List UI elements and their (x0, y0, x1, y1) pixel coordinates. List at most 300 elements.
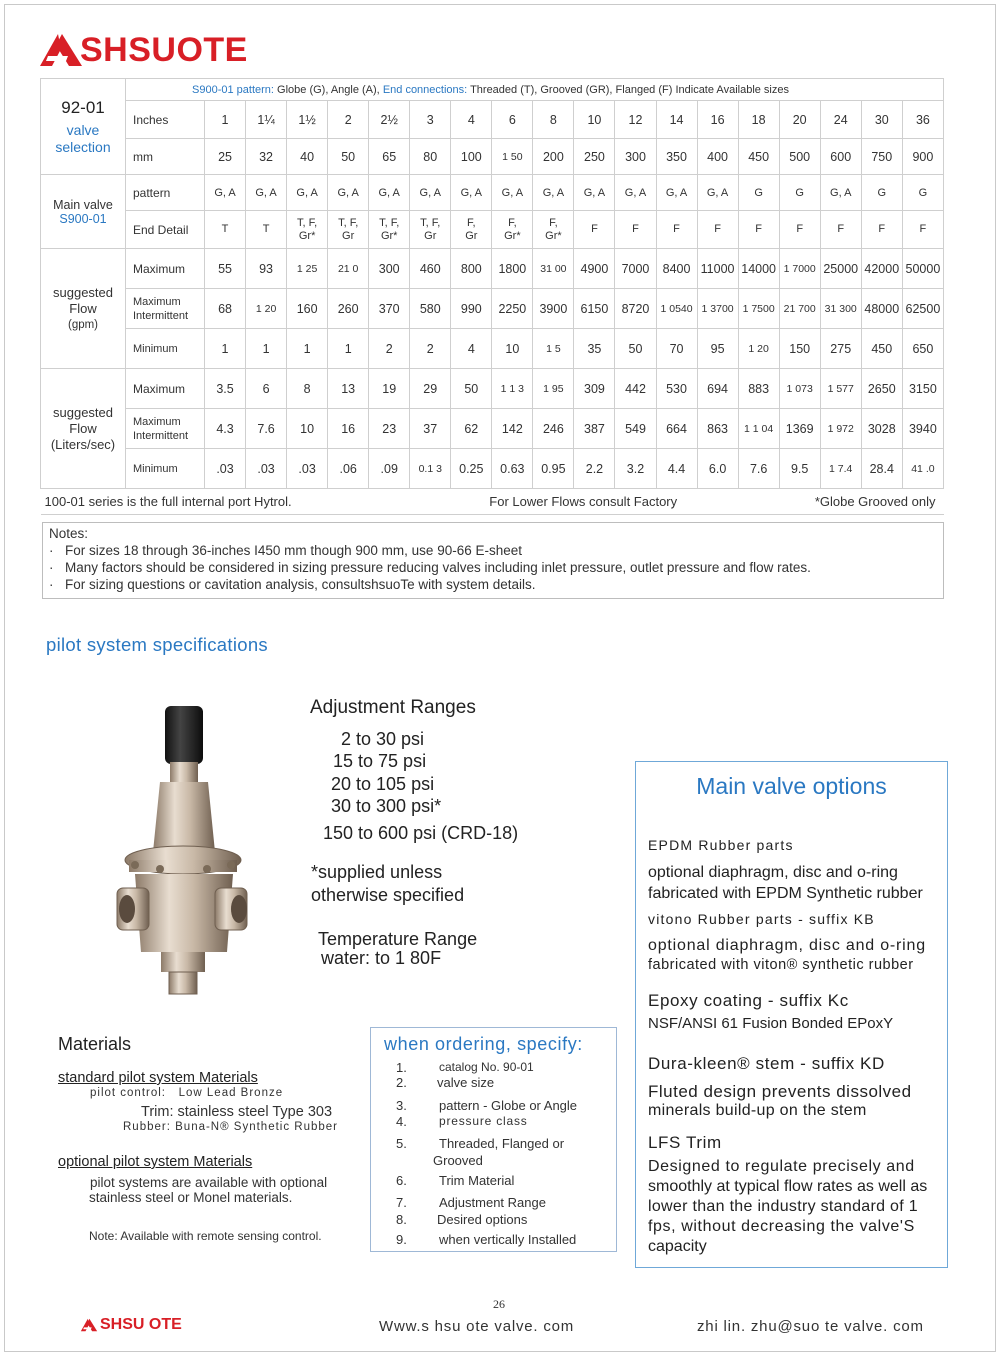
minimum-cell: 28.4 (861, 449, 902, 489)
maximum-cell: 3150 (902, 369, 943, 409)
pattern-cell: G, A (492, 175, 533, 211)
mm-cell: 300 (615, 139, 656, 175)
minimum-cell: 275 (820, 329, 861, 369)
end-detail-cell (902, 211, 943, 249)
pattern-cell: G (861, 175, 902, 211)
viton-heading: vitono Rubber parts - suffix KB (648, 911, 875, 927)
maximum-cell: 14000 (738, 249, 779, 289)
group-label-line: (Liters/sec) (50, 436, 116, 452)
label-line: Intermittent (133, 429, 189, 442)
maximum-cell: 883 (738, 369, 779, 409)
maximum-intermittent-cell: 7.6 (246, 409, 287, 449)
label-line: Maximum (133, 415, 181, 428)
maximum-intermittent-cell: 68 (205, 289, 246, 329)
mm-cell: 750 (861, 139, 902, 175)
footer-website-link[interactable]: Www.s hsu ote valve. com (379, 1318, 575, 1335)
ordering-item-text: Trim Material (439, 1173, 515, 1188)
footer-logo-text: SHSU OTE (100, 1316, 182, 1333)
main-valve-cell (41, 175, 126, 249)
model-number: 92-01 (61, 97, 105, 117)
end-detail-line: Gr (465, 229, 478, 242)
minimum-cell: 0.25 (451, 449, 492, 489)
table-row-gpm-min (41, 329, 944, 369)
maximum-intermittent-cell: 863 (697, 409, 738, 449)
footer-logo (80, 1316, 182, 1334)
group-label-line: Flow (69, 420, 97, 436)
maximum-cell: 8400 (656, 249, 697, 289)
minimum-cell: .06 (328, 449, 369, 489)
maximum-intermittent-cell: 580 (410, 289, 451, 329)
lps-group-label (41, 369, 126, 489)
maximum-cell: 42000 (861, 249, 902, 289)
ordering-item-text: Grooved (433, 1153, 483, 1168)
range-item: 30 to 300 psi* (331, 796, 442, 816)
end-detail-line: F (591, 223, 598, 235)
inches-cell: 2½ (369, 101, 410, 139)
maximum-intermittent-cell: 4.3 (205, 409, 246, 449)
minimum-cell: 4 (451, 329, 492, 369)
ordering-item-number: 4. (396, 1114, 407, 1129)
minimum-cell: 1 20 (738, 329, 779, 369)
end-detail-line: T (262, 223, 270, 235)
minimum-cell: 6.0 (697, 449, 738, 489)
pattern-cell: G, A (451, 175, 492, 211)
inches-cell: 8 (533, 101, 574, 139)
pattern-cell: G, A (246, 175, 287, 211)
maximum-cell: 50 (451, 369, 492, 409)
end-detail-cell (328, 211, 369, 249)
pilot-control-value: Low Lead Bronze (178, 1087, 284, 1099)
end-detail-line: F (714, 223, 721, 235)
maximum-intermittent-cell: 2250 (492, 289, 533, 329)
end-detail-line: F (632, 223, 639, 235)
materials-title: Materials (58, 1034, 132, 1054)
end-detail-cell (820, 211, 861, 249)
label-line: Intermittent (133, 309, 189, 322)
end-detail-line: F, (467, 216, 476, 229)
epoxy-line: NSF/ANSI 61 Fusion Bonded EPoxY (648, 1015, 894, 1032)
note-text: Many factors should be considered in sizing pressure reducing valves including inlet pressure, outlet pressure and flow rates. (65, 560, 811, 575)
standard-materials-title: standard pilot system Materials (58, 1070, 258, 1086)
pattern-cell: G, A (574, 175, 615, 211)
maximum-intermittent-cell: 1 972 (820, 409, 861, 449)
note-text: For sizes 18 through 36-inches I450 mm though 900 mm, use 90-66 E-sheet (65, 543, 522, 558)
maximum-cell: 6 (246, 369, 287, 409)
dura-kleen-line: Fluted design prevents dissolved (648, 1082, 912, 1101)
inches-cell: 20 (779, 101, 820, 139)
epdm-line: optional diaphragm, disc and o-ring (648, 864, 898, 881)
maximum-cell: 300 (369, 249, 410, 289)
pilot-section-title: pilot system specifications (46, 634, 268, 655)
maximum-cell: 694 (697, 369, 738, 409)
maximum-cell: 7000 (615, 249, 656, 289)
ordering-item-number: 8. (396, 1212, 407, 1227)
minimum-label: Minimum (126, 449, 205, 489)
maximum-cell: 1 7000 (779, 249, 820, 289)
end-detail-line: Gr* (545, 229, 562, 242)
footer-hytrol-note: 100-01 series is the full internal port Hytrol. (44, 494, 292, 509)
maximum-intermittent-cell: 1 3700 (697, 289, 738, 329)
range-item: 15 to 75 psi (333, 751, 427, 771)
maximum-intermittent-label (126, 409, 205, 449)
ordering-item-text: catalog No. 90-01 (439, 1060, 534, 1074)
minimum-cell: 1 (205, 329, 246, 369)
mm-cell: 50 (328, 139, 369, 175)
maximum-cell: 55 (205, 249, 246, 289)
minimum-cell: 50 (615, 329, 656, 369)
table-row-header-note (41, 79, 944, 101)
minimum-cell: 0.1 3 (410, 449, 451, 489)
end-detail-cell (287, 211, 328, 249)
mm-cell: 600 (820, 139, 861, 175)
footer-email-link[interactable]: zhi lin. zhu@suo te valve. com (697, 1318, 924, 1335)
minimum-cell: 41 .0 (902, 449, 943, 489)
lfs-line: fps, without decreasing the valve'S (648, 1218, 915, 1235)
maximum-intermittent-cell: 37 (410, 409, 451, 449)
table-row-gpm-max-intermittent (41, 289, 944, 329)
ordering-item-number: 6. (396, 1173, 407, 1188)
table-row-lps-min (41, 449, 944, 489)
end-detail-cell (615, 211, 656, 249)
end-note-values: Threaded (T), Grooved (GR), Flanged (F) Indicate Available sizes (470, 83, 789, 96)
ordering-item-text: Adjustment Range (439, 1195, 546, 1210)
end-detail-label: End Detail (126, 211, 205, 249)
range-item: 150 to 600 psi (CRD-18) (323, 822, 519, 843)
minimum-cell: 2 (369, 329, 410, 369)
adjustment-ranges (310, 697, 518, 844)
minimum-cell: 150 (779, 329, 820, 369)
inches-cell: 1½ (287, 101, 328, 139)
temperature-range (318, 930, 477, 968)
maximum-intermittent-cell: 246 (533, 409, 574, 449)
maximum-cell: 309 (574, 369, 615, 409)
pattern-note-cell (126, 79, 944, 101)
end-detail-cell (533, 211, 574, 249)
group-label-line: suggested (53, 404, 113, 420)
maximum-intermittent-cell: 3900 (533, 289, 574, 329)
end-detail-line: F (837, 223, 845, 235)
footer-globe-note: *Globe Grooved only (814, 494, 936, 509)
pattern-cell: G, A (328, 175, 369, 211)
maximum-cell: 2650 (861, 369, 902, 409)
maximum-intermittent-cell: 370 (369, 289, 410, 329)
maximum-label: Maximum (126, 369, 205, 409)
end-detail-cell (738, 211, 779, 249)
inches-cell: 1¼ (246, 101, 287, 139)
maximum-intermittent-cell: 8720 (615, 289, 656, 329)
minimum-label: Minimum (126, 329, 205, 369)
maximum-cell: 19 (369, 369, 410, 409)
supplied-note (311, 861, 464, 907)
mm-cell: 100 (451, 139, 492, 175)
end-detail-line: F, (508, 216, 517, 229)
minimum-cell: 9.5 (779, 449, 820, 489)
options-title: Main valve options (696, 773, 887, 799)
minimum-cell: .09 (369, 449, 410, 489)
pattern-cell: G, A (205, 175, 246, 211)
end-detail-line: Gr* (504, 229, 521, 242)
ordering-item-text: Threaded, Flanged or (439, 1136, 565, 1151)
lfs-line: lower than the industry standard of 1 (648, 1198, 918, 1215)
trim-label: Trim: (141, 1104, 174, 1120)
end-detail-line: F (919, 223, 927, 235)
maximum-intermittent-cell: 62500 (902, 289, 943, 329)
maximum-cell: 50000 (902, 249, 943, 289)
group-label-line: suggested (53, 284, 113, 300)
pattern-cell: G (738, 175, 779, 211)
minimum-cell: 70 (656, 329, 697, 369)
end-detail-line: T (221, 223, 229, 235)
end-detail-cell (451, 211, 492, 249)
inches-cell: 6 (492, 101, 533, 139)
maximum-cell: 1 25 (287, 249, 328, 289)
pattern-note-values: Globe (G), Angle (A), (277, 83, 380, 96)
maximum-cell: 4900 (574, 249, 615, 289)
pilot-control-row (90, 1087, 283, 1099)
maximum-cell: 530 (656, 369, 697, 409)
end-detail-line: F (796, 223, 804, 235)
main-valve-options-box (635, 761, 948, 1268)
maximum-cell: 13 (328, 369, 369, 409)
minimum-cell: 4.4 (656, 449, 697, 489)
minimum-cell: 10 (492, 329, 533, 369)
end-detail-line: F (878, 223, 886, 235)
pattern-cell: G, A (369, 175, 410, 211)
maximum-intermittent-label (126, 289, 205, 329)
end-detail-line: F, (549, 216, 558, 229)
pattern-cell: G, A (410, 175, 451, 211)
rubber-row (123, 1121, 338, 1133)
pilot-valve-image (115, 702, 250, 1002)
mm-cell: 65 (369, 139, 410, 175)
trim-row (141, 1104, 332, 1120)
maximum-intermittent-cell: 142 (492, 409, 533, 449)
mm-cell: 80 (410, 139, 451, 175)
table-row-end-detail (41, 211, 944, 249)
mm-cell: 1 50 (492, 139, 533, 175)
inches-cell: 24 (820, 101, 861, 139)
maximum-intermittent-cell: 10 (287, 409, 328, 449)
adjustment-ranges-title: Adjustment Ranges (310, 697, 476, 718)
maximum-intermittent-cell: 6150 (574, 289, 615, 329)
end-detail-line: Gr* (380, 229, 398, 242)
inches-cell: 4 (451, 101, 492, 139)
maximum-intermittent-cell: 3028 (861, 409, 902, 449)
maximum-cell: 1 073 (779, 369, 820, 409)
minimum-cell: 450 (861, 329, 902, 369)
end-detail-line: T, F, (297, 216, 318, 229)
table-row-lps-max-intermittent (41, 409, 944, 449)
table-row-mm (41, 139, 944, 175)
lfs-line: smoothly at typical flow rates as well as (648, 1178, 928, 1195)
pattern-cell: G, A (820, 175, 861, 211)
dura-kleen-line: minerals build-up on the stem (648, 1102, 867, 1119)
mm-cell: 450 (738, 139, 779, 175)
temperature-title: Temperature Range (318, 929, 478, 949)
pattern-note-label: pattern: (236, 83, 274, 96)
valve-selection-label: valve selection (55, 121, 111, 155)
pattern-cell: G, A (533, 175, 574, 211)
minimum-cell: 35 (574, 329, 615, 369)
table-row-lps-max (41, 369, 944, 409)
table-row-pattern (41, 175, 944, 211)
range-item: 20 to 105 psi (331, 773, 435, 794)
ordering-item-text: valve size (437, 1075, 495, 1090)
mm-cell: 500 (779, 139, 820, 175)
maximum-intermittent-cell: 549 (615, 409, 656, 449)
maximum-intermittent-cell: 387 (574, 409, 615, 449)
epdm-heading: EPDM Rubber parts (648, 837, 794, 853)
maximum-cell: 31 00 (533, 249, 574, 289)
table-footer-row (41, 489, 944, 515)
pilot-control-label: pilot control: (90, 1087, 167, 1099)
optional-materials-title: optional pilot system Materials (58, 1154, 253, 1170)
end-note-label: End connections: (382, 83, 468, 96)
supplied-line: otherwise specified (311, 885, 465, 905)
minimum-cell: 1 (328, 329, 369, 369)
end-detail-cell (656, 211, 697, 249)
pattern-note-code: S900-01 (192, 83, 234, 96)
maximum-cell: 1 577 (820, 369, 861, 409)
end-detail-cell (574, 211, 615, 249)
maximum-cell: 1 95 (533, 369, 574, 409)
maximum-intermittent-cell: 160 (287, 289, 328, 329)
ordering-box (370, 1027, 617, 1252)
minimum-cell: 1 (287, 329, 328, 369)
minimum-cell: 3.2 (615, 449, 656, 489)
end-detail-cell (369, 211, 410, 249)
materials-note: Note: Available with remote sensing control. (89, 1229, 322, 1243)
maximum-cell: 3.5 (205, 369, 246, 409)
inches-cell: 3 (410, 101, 451, 139)
maximum-cell: 8 (287, 369, 328, 409)
note-line: · For sizing questions or cavitation analysis, consultshsuoTe with system details. (49, 577, 536, 592)
inches-label: Inches (126, 101, 205, 139)
epdm-line: fabricated with EPDM Synthetic rubber (648, 885, 923, 902)
minimum-cell: 1 7.4 (820, 449, 861, 489)
maximum-cell: 442 (615, 369, 656, 409)
trim-value: stainless steel Type 303 (177, 1104, 333, 1120)
end-detail-line: T, F, (420, 216, 441, 229)
notes-title: Notes: (49, 526, 89, 541)
valve-selection-table (40, 78, 944, 515)
end-detail-cell (779, 211, 820, 249)
minimum-cell: 95 (697, 329, 738, 369)
maximum-intermittent-cell: 990 (451, 289, 492, 329)
end-detail-line: Gr (424, 229, 437, 242)
ordering-title: when ordering, specify: (384, 1034, 583, 1054)
brand-logo (38, 30, 248, 70)
minimum-cell: .03 (287, 449, 328, 489)
maximum-intermittent-cell: 16 (328, 409, 369, 449)
inches-cell: 36 (902, 101, 943, 139)
maximum-cell: 93 (246, 249, 287, 289)
maximum-intermittent-cell: 1 0540 (656, 289, 697, 329)
maximum-intermittent-cell: 1 20 (246, 289, 287, 329)
pattern-cell: G, A (697, 175, 738, 211)
ordering-item-number: 3. (396, 1098, 407, 1113)
footer-lower-flows-note: For Lower Flows consult Factory (489, 494, 678, 509)
mm-cell: 200 (533, 139, 574, 175)
pattern-cell: G (779, 175, 820, 211)
pattern-cell: G, A (656, 175, 697, 211)
inches-cell: 1 (205, 101, 246, 139)
pattern-label: pattern (126, 175, 205, 211)
maximum-intermittent-cell: 23 (369, 409, 410, 449)
ordering-item-number: 5. (396, 1136, 407, 1151)
viton-line: optional diaphragm, disc and o-ring (648, 937, 926, 954)
valve-selection-cell (41, 79, 126, 175)
maximum-intermittent-cell: 260 (328, 289, 369, 329)
end-detail-line: T, F, (379, 216, 400, 229)
mm-cell: 32 (246, 139, 287, 175)
table-footer (41, 489, 944, 515)
lfs-heading: LFS Trim (648, 1133, 722, 1152)
mm-cell: 900 (902, 139, 943, 175)
gpm-group-label (41, 249, 126, 369)
inches-cell: 10 (574, 101, 615, 139)
main-valve-label: Main valve (53, 197, 113, 212)
optional-materials-line: pilot systems are available with optional (90, 1175, 328, 1190)
main-valve-code: S900-01 (59, 211, 107, 226)
ordering-item-number: 1. (396, 1060, 407, 1075)
logo-mark-icon (38, 32, 84, 68)
ordering-item-text: when vertically Installed (439, 1232, 577, 1247)
maximum-intermittent-cell: 1 7500 (738, 289, 779, 329)
end-detail-cell (410, 211, 451, 249)
pattern-cell: G, A (287, 175, 328, 211)
end-detail-cell (861, 211, 902, 249)
notes-box (42, 522, 944, 599)
end-detail-cell (697, 211, 738, 249)
mm-label: mm (126, 139, 205, 175)
end-detail-cell (492, 211, 533, 249)
maximum-cell: 800 (451, 249, 492, 289)
mm-cell: 350 (656, 139, 697, 175)
rubber-value: Buna-N® Synthetic Rubber (175, 1121, 339, 1133)
minimum-cell: 7.6 (738, 449, 779, 489)
inches-cell: 12 (615, 101, 656, 139)
maximum-intermittent-cell: 1369 (779, 409, 820, 449)
maximum-intermittent-cell: 21 700 (779, 289, 820, 329)
ordering-item-text: pattern - Globe or Angle (439, 1098, 578, 1113)
optional-materials-line: stainless steel or Monel materials. (89, 1190, 293, 1205)
end-detail-line: F (673, 223, 680, 235)
end-detail-line: T, F, (338, 216, 359, 229)
mm-cell: 40 (287, 139, 328, 175)
note-text: For sizing questions or cavitation analysis, consultshsuoTe with system details. (65, 577, 536, 592)
maximum-intermittent-cell: 1 1 04 (738, 409, 779, 449)
rubber-label: Rubber: (123, 1121, 171, 1133)
note-line: · For sizes 18 through 36-inches I450 mm though 900 mm, use 90-66 E-sheet (49, 543, 522, 558)
pattern-cell: G, A (615, 175, 656, 211)
label-line: Maximum (133, 295, 181, 308)
lfs-line: Designed to regulate precisely and (648, 1158, 915, 1175)
maximum-intermittent-cell: 31 300 (820, 289, 861, 329)
mm-cell: 25 (205, 139, 246, 175)
ordering-item-number: 9. (396, 1232, 407, 1247)
maximum-cell: 1800 (492, 249, 533, 289)
inches-cell: 14 (656, 101, 697, 139)
maximum-cell: 29 (410, 369, 451, 409)
minimum-cell: 0.95 (533, 449, 574, 489)
end-detail-line: Gr (342, 229, 355, 242)
minimum-cell: 2.2 (574, 449, 615, 489)
minimum-cell: .03 (205, 449, 246, 489)
mm-cell: 400 (697, 139, 738, 175)
footer-logo-mark-icon (80, 1318, 98, 1332)
epoxy-heading: Epoxy coating - suffix Kc (648, 991, 849, 1010)
